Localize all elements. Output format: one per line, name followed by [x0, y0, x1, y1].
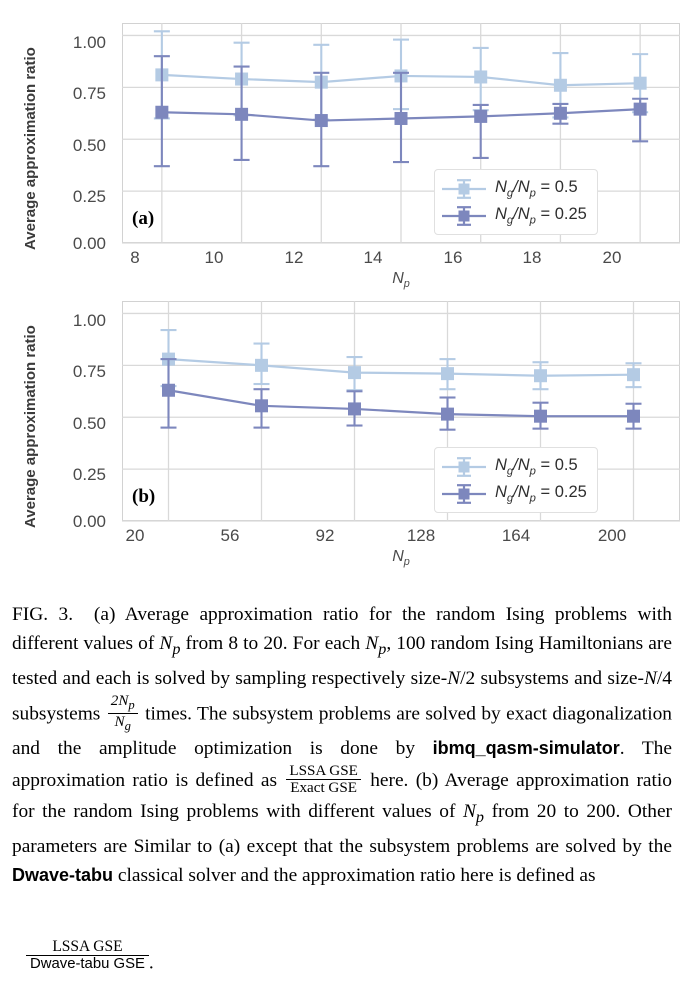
- caption-n-quarter: N: [643, 668, 657, 690]
- panel-a-legend: [434, 169, 598, 235]
- caption-part-a2: from 8 to 20. For each: [185, 633, 361, 655]
- panel-b-xtick-56: 56: [220, 526, 240, 545]
- legend-marker-dark: [441, 482, 487, 506]
- panel-a: [0, 8, 682, 290]
- panel-b-ytick-0.50: 0.50: [72, 414, 106, 433]
- caption-trailing-fraction: [12, 938, 312, 974]
- panel-b-y-axis-label: Average approximation ratio: [22, 325, 39, 528]
- panel-a-ytick-0.75: 0.75: [72, 84, 106, 103]
- panel-a-ytick-0.00: 0.00: [72, 234, 106, 253]
- panel-b-x-axis-label-base: N: [392, 548, 404, 565]
- fraction-denominator: Exact GSE: [290, 780, 358, 797]
- panel-a-legend-row-0: [441, 175, 587, 202]
- caption-part-a4: /2 subsystems and size-: [460, 668, 644, 690]
- panel-b-legend-label-0: $N_g/N_p = 0.5$: [495, 455, 578, 478]
- caption-fraction-2np-ng: [108, 693, 138, 733]
- panel-a-xtick-10: 10: [204, 248, 224, 267]
- panel-a-xtick-14: 14: [363, 248, 383, 267]
- panel-a-x-axis-label-sub: p: [403, 278, 410, 291]
- caption-simulator-name: ibmq_qasm-simulator: [432, 737, 620, 758]
- panel-a-ytick-0.50: 0.50: [72, 136, 106, 155]
- panel-b-xtick-20: 20: [125, 526, 145, 545]
- caption-np-3: N: [462, 800, 476, 822]
- panel-a-ytick-1.00: 1.00: [72, 33, 106, 52]
- panel-a-x-axis-label-base: N: [392, 270, 404, 287]
- panel-a-ytick-0.25: 0.25: [72, 187, 106, 206]
- fraction-numerator: LSSA GSE: [286, 763, 361, 780]
- panel-b: [0, 286, 682, 578]
- caption-np-2: N: [365, 633, 379, 655]
- caption-part-b3: classical solver and the approximation ratio here is defined as: [117, 864, 596, 886]
- caption-part-a5: /4 subsystems: [12, 668, 672, 725]
- panel-b-ytick-0.25: 0.25: [72, 465, 106, 484]
- caption-np-3-sub: p: [475, 808, 484, 826]
- panel-a-xtick-20: 20: [602, 248, 622, 267]
- panel-b-data-series: [161, 330, 642, 430]
- caption-part-b2: from 20 to 200. Other parameters are Similar to (a) except that the subsystem problems are solved by the: [12, 800, 673, 857]
- panel-b-legend-row-1: [441, 480, 587, 507]
- panel-b-xtick-200: 200: [597, 526, 627, 545]
- fraction-denominator: $N_g$: [114, 714, 131, 734]
- caption-solver-name: Dwave-tabu: [12, 864, 114, 885]
- fraction-numerator: $2N_p$: [108, 693, 138, 714]
- panel-b-xtick-92: 92: [315, 526, 335, 545]
- caption-np-2-sub: p: [378, 641, 387, 659]
- caption-part-a3: , 100 random Ising Hamiltonians are tested and each is solved by sampling respectively size-: [12, 633, 672, 690]
- caption-np-1: N: [159, 633, 173, 655]
- panel-a-xtick-18: 18: [522, 248, 542, 267]
- panel-b-legend-label-1: $N_g/N_p = 0.25$: [495, 482, 587, 505]
- panel-b-x-axis-label-sub: p: [403, 556, 410, 569]
- panel-b-xtick-164: 164: [501, 526, 531, 545]
- caption-part-a6: times. The subsystem problems are solved by exact diagonalization and the amplitude optimization is done by: [12, 703, 672, 759]
- fraction-numerator: LSSA GSE: [26, 938, 149, 956]
- caption-fraction-lssa-exact: [286, 763, 361, 797]
- panel-a-y-axis-label: Average approximation ratio: [22, 47, 39, 250]
- panel-a-legend-row-1: [441, 202, 587, 229]
- panel-b-ytick-1.00: 1.00: [72, 311, 106, 330]
- caption-np-1-sub: p: [172, 641, 181, 659]
- caption-part-b: (b) Average approximation ratio for the random Ising problems with different values of: [12, 769, 673, 822]
- panel-b-xtick-128: 128: [406, 526, 436, 545]
- legend-marker-light: [441, 455, 487, 479]
- caption-fig-label: FIG. 3.: [12, 604, 74, 625]
- legend-marker-dark: [441, 204, 487, 228]
- panel-a-legend-label-1: $N_g/N_p = 0.25$: [495, 204, 587, 227]
- panel-a-xtick-16: 16: [443, 248, 463, 267]
- panel-b-legend-row-0: [441, 453, 587, 480]
- panel-a-xtick-8: 8: [130, 248, 140, 267]
- panel-b-ytick-0.00: 0.00: [72, 512, 106, 531]
- panel-a-xtick-12: 12: [284, 248, 304, 267]
- panel-b-tag: (b): [132, 486, 156, 507]
- caption-part-a8: here.: [370, 769, 409, 791]
- legend-marker-light: [441, 177, 487, 201]
- panel-b-legend: [434, 447, 598, 513]
- panel-a-tag: (a): [132, 208, 155, 229]
- fraction-denominator: Dwave-tabu GSE: [30, 956, 145, 973]
- caption-part-a: (a) Average approximation ratio for the random Ising problems with different values of: [12, 604, 672, 655]
- panel-b-x-axis-label: [351, 548, 451, 568]
- caption-n-half: N: [447, 668, 461, 690]
- panel-b-ytick-0.75: 0.75: [72, 362, 106, 381]
- figure-caption: [12, 600, 672, 890]
- panel-a-legend-label-0: $N_g/N_p = 0.5$: [495, 177, 578, 200]
- caption-part-a7: . The approximation ratio is defined as: [12, 737, 672, 791]
- caption-period: .: [148, 952, 154, 974]
- panel-a-data-series: [154, 31, 648, 166]
- caption-fraction-lssa-dwave: [26, 938, 149, 973]
